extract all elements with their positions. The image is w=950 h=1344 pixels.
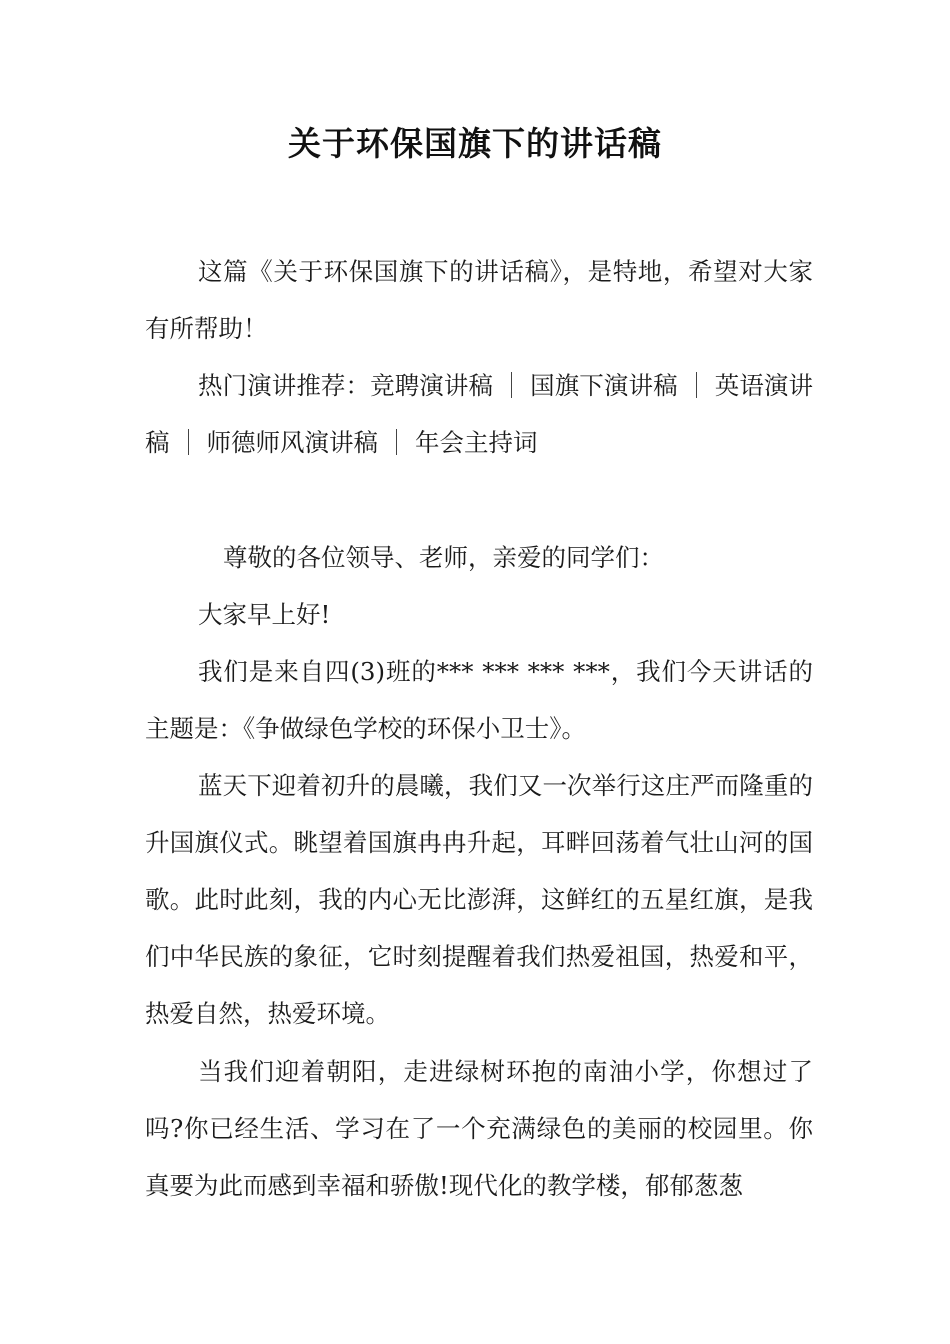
link-separator [511, 372, 512, 398]
salutation-paragraph: 尊敬的各位领导、老师，亲爱的同学们： [223, 543, 664, 572]
recommend-link-annual-host[interactable]: 年会主持词 [415, 428, 538, 457]
greeting-paragraph: 大家早上好! [198, 600, 331, 629]
recommend-link-flag-speech[interactable]: 国旗下演讲稿 [530, 371, 678, 400]
link-separator [396, 429, 397, 455]
link-separator [696, 372, 697, 398]
link-separator [188, 429, 189, 455]
recommend-link-teacher-ethics[interactable]: 师德师风演讲稿 [206, 428, 378, 457]
recommend-paragraph [145, 357, 813, 471]
theme-paragraph: 我们是来自四(3)班的*** *** *** ***，我们今天讲话的主题是：《争做绿色学校的环保小卫士》。 [145, 657, 813, 743]
recommend-link-english[interactable]: 英语演讲稿 [145, 371, 814, 457]
intro-paragraph: 这篇《关于环保国旗下的讲话稿》，是特地，希望对大家有所帮助！ [145, 257, 813, 343]
campus-paragraph: 当我们迎着朝阳，走进绿树环抱的南油小学，你想过了吗?你已经生活、学习在了一个充满绿色的美丽的校园里。你真要为此而感到幸福和骄傲!现代化的教学楼，郁郁葱葱 [145, 1057, 813, 1200]
recommend-label: 热门演讲推荐： [198, 371, 371, 400]
flag-ceremony-paragraph: 蓝天下迎着初升的晨曦，我们又一次举行这庄严而隆重的升国旗仪式。眺望着国旗冉冉升起，耳畔回荡着气壮山河的国歌。此时此刻，我的内心无比澎湃，这鲜红的五星红旗，是我们中华民族的象征，它时刻提醒着我们热爱祖国，热爱和平，热爱自然，热爱环境。 [145, 771, 813, 1028]
document-title: 关于环保国旗下的讲话稿 [288, 124, 662, 163]
recommend-link-competition[interactable]: 竞聘演讲稿 [370, 371, 494, 400]
